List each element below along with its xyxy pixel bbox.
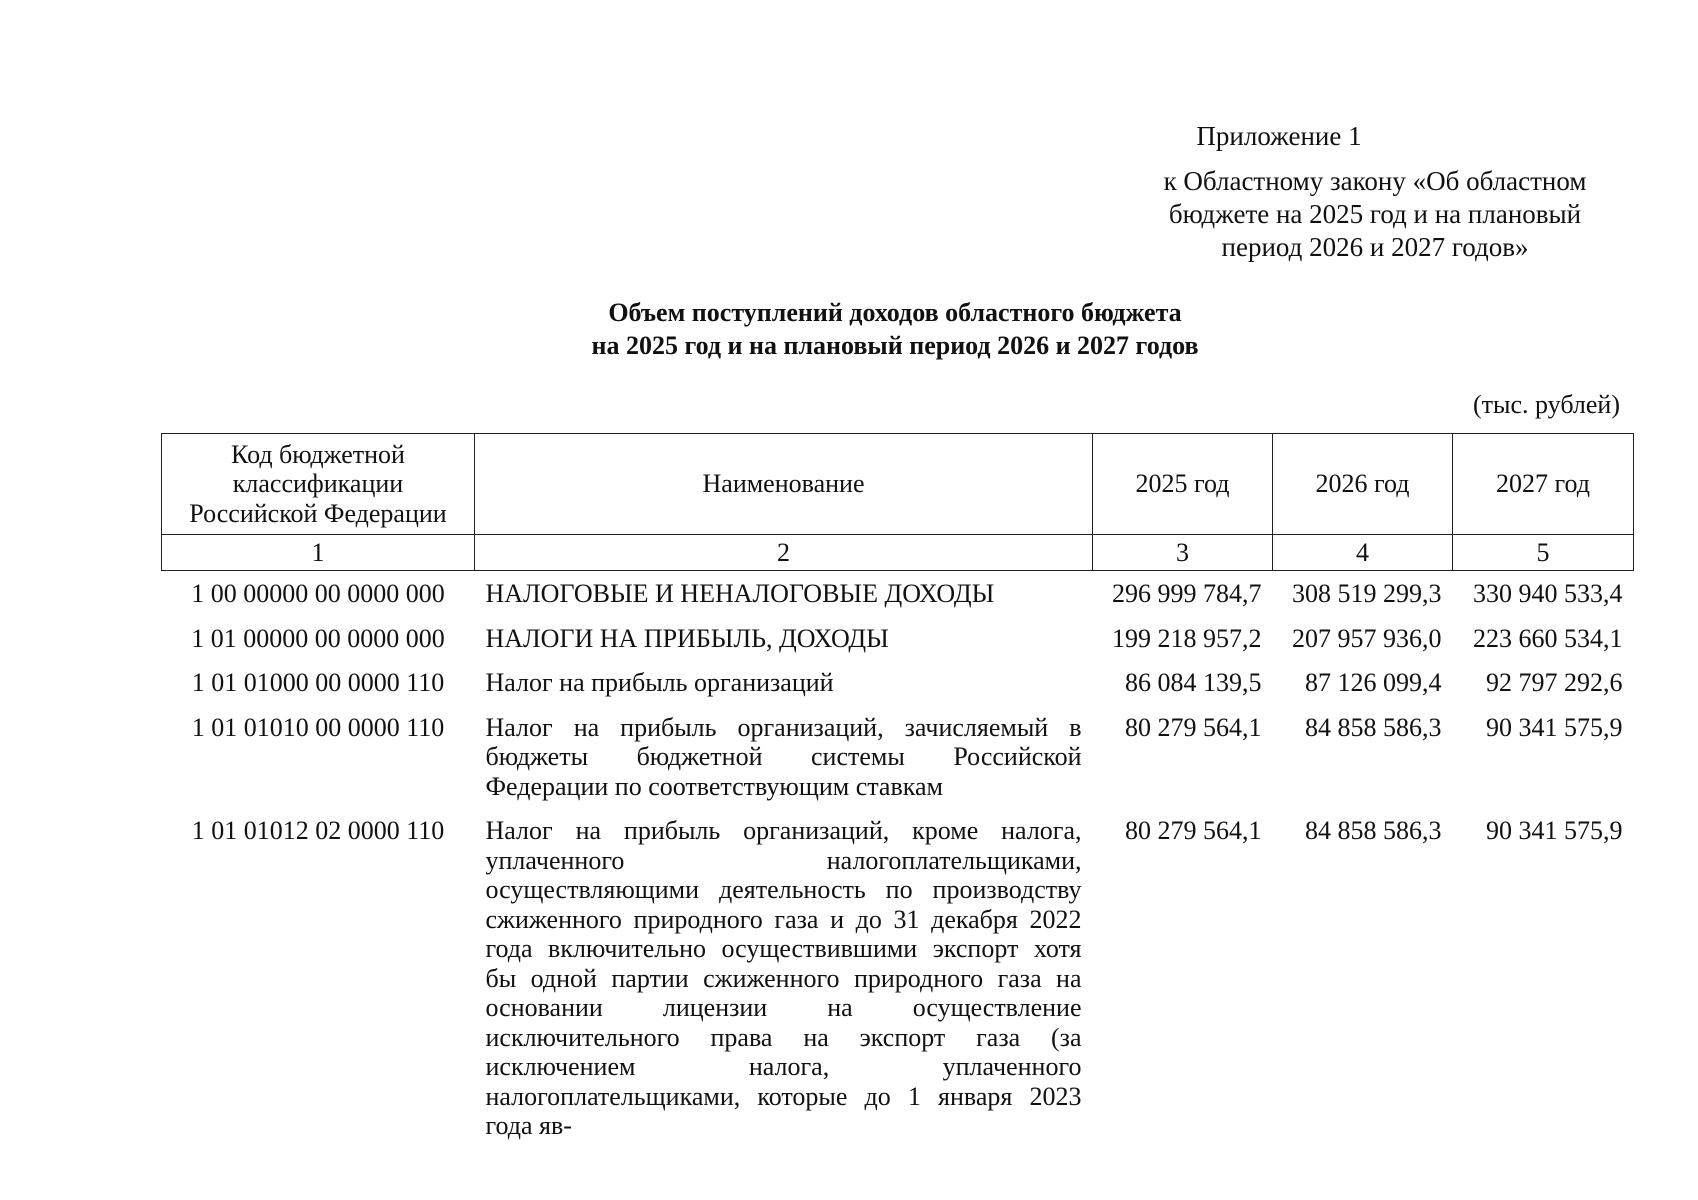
table-row: [162, 811, 1634, 1151]
row-code: 1 01 01010 00 0000 110: [191, 712, 445, 742]
column-number: 3: [1093, 535, 1273, 571]
row-value-2026: 207 957 936,0: [1292, 623, 1442, 653]
row-value-2026: 84 858 586,3: [1305, 712, 1442, 742]
row-value-2027: 223 660 534,1: [1473, 623, 1623, 653]
row-value-2027: 92 797 292,6: [1486, 668, 1623, 697]
column-number: 1: [162, 535, 475, 571]
table-header-row: [162, 434, 1634, 535]
appendix-title: Приложение 1: [1196, 121, 1362, 151]
column-number-row: [162, 535, 1634, 571]
row-name: Налог на прибыль организаций, кроме налога, уплаченного налогоплательщиками, осуществляющими деятельность по производству сжиженного природного газа и до 31 декабря 2022 года включительно осуществившими экспорт хотя бы одной партии сжиженного природного газа на основании лицензии на осуществление исключительного права на экспорт газа (за исключением налога, уплаченного налогоплательщиками, которые до 1 января 2023 года яв-: [485, 816, 1082, 1140]
appendix-line-3: период 2026 и 2027 годов»: [1221, 232, 1529, 262]
row-value-2025: 199 218 957,2: [1112, 623, 1262, 653]
column-number: 2: [475, 535, 1093, 571]
header-2026: 2026 год: [1273, 434, 1453, 535]
row-code: 1 01 01000 00 0000 110: [191, 668, 445, 697]
appendix-reference: [1140, 120, 1610, 264]
row-code: 1 01 01012 02 0000 110: [191, 816, 445, 845]
row-value-2027: 90 341 575,9: [1486, 712, 1623, 742]
row-name: НАЛОГОВЫЕ И НЕНАЛОГОВЫЕ ДОХОДЫ: [485, 579, 995, 608]
budget-revenue-table: [161, 433, 1634, 1151]
appendix-line-1: к Областному закону «Об областном: [1163, 166, 1587, 196]
column-number: 4: [1273, 535, 1453, 571]
document-title-line-1: Объем поступлений доходов областного бюджета: [608, 298, 1182, 327]
table-row: [162, 571, 1634, 619]
row-code: 1 00 00000 00 0000 000: [191, 579, 445, 608]
row-value-2026: 87 126 099,4: [1305, 668, 1442, 697]
row-value-2026: 308 519 299,3: [1292, 579, 1442, 608]
row-value-2025: 296 999 784,7: [1112, 579, 1262, 608]
column-number: 5: [1453, 535, 1634, 571]
header-code: Код бюджетной классификации Российской Федерации: [162, 434, 475, 535]
row-value-2027: 330 940 533,4: [1473, 579, 1623, 608]
header-2025: 2025 год: [1093, 434, 1273, 535]
row-name: НАЛОГИ НА ПРИБЫЛЬ, ДОХОДЫ: [485, 623, 889, 653]
document-title: [420, 296, 1370, 362]
table-row: [162, 708, 1634, 812]
table-row: [162, 619, 1634, 664]
row-value-2025: 86 084 139,5: [1125, 668, 1262, 697]
header-2027: 2027 год: [1453, 434, 1634, 535]
document-title-line-2: на 2025 год и на плановый период 2026 и 2027 годов: [591, 331, 1199, 360]
row-name: Налог на прибыль организаций, зачисляемый в бюджеты бюджетной системы Российской Федерации по соответствующим ставкам: [485, 712, 1082, 801]
units-label: (тыс. рублей): [1472, 390, 1620, 419]
row-value-2025: 80 279 564,1: [1125, 816, 1262, 845]
row-value-2026: 84 858 586,3: [1305, 816, 1442, 845]
row-value-2027: 90 341 575,9: [1486, 816, 1623, 845]
appendix-line-2: бюджете на 2025 год и на плановый: [1168, 199, 1582, 229]
row-name: Налог на прибыль организаций: [485, 668, 834, 697]
row-code: 1 01 00000 00 0000 000: [191, 623, 445, 653]
row-value-2025: 80 279 564,1: [1125, 712, 1262, 742]
header-name: Наименование: [475, 434, 1093, 535]
table-row: [162, 663, 1634, 708]
